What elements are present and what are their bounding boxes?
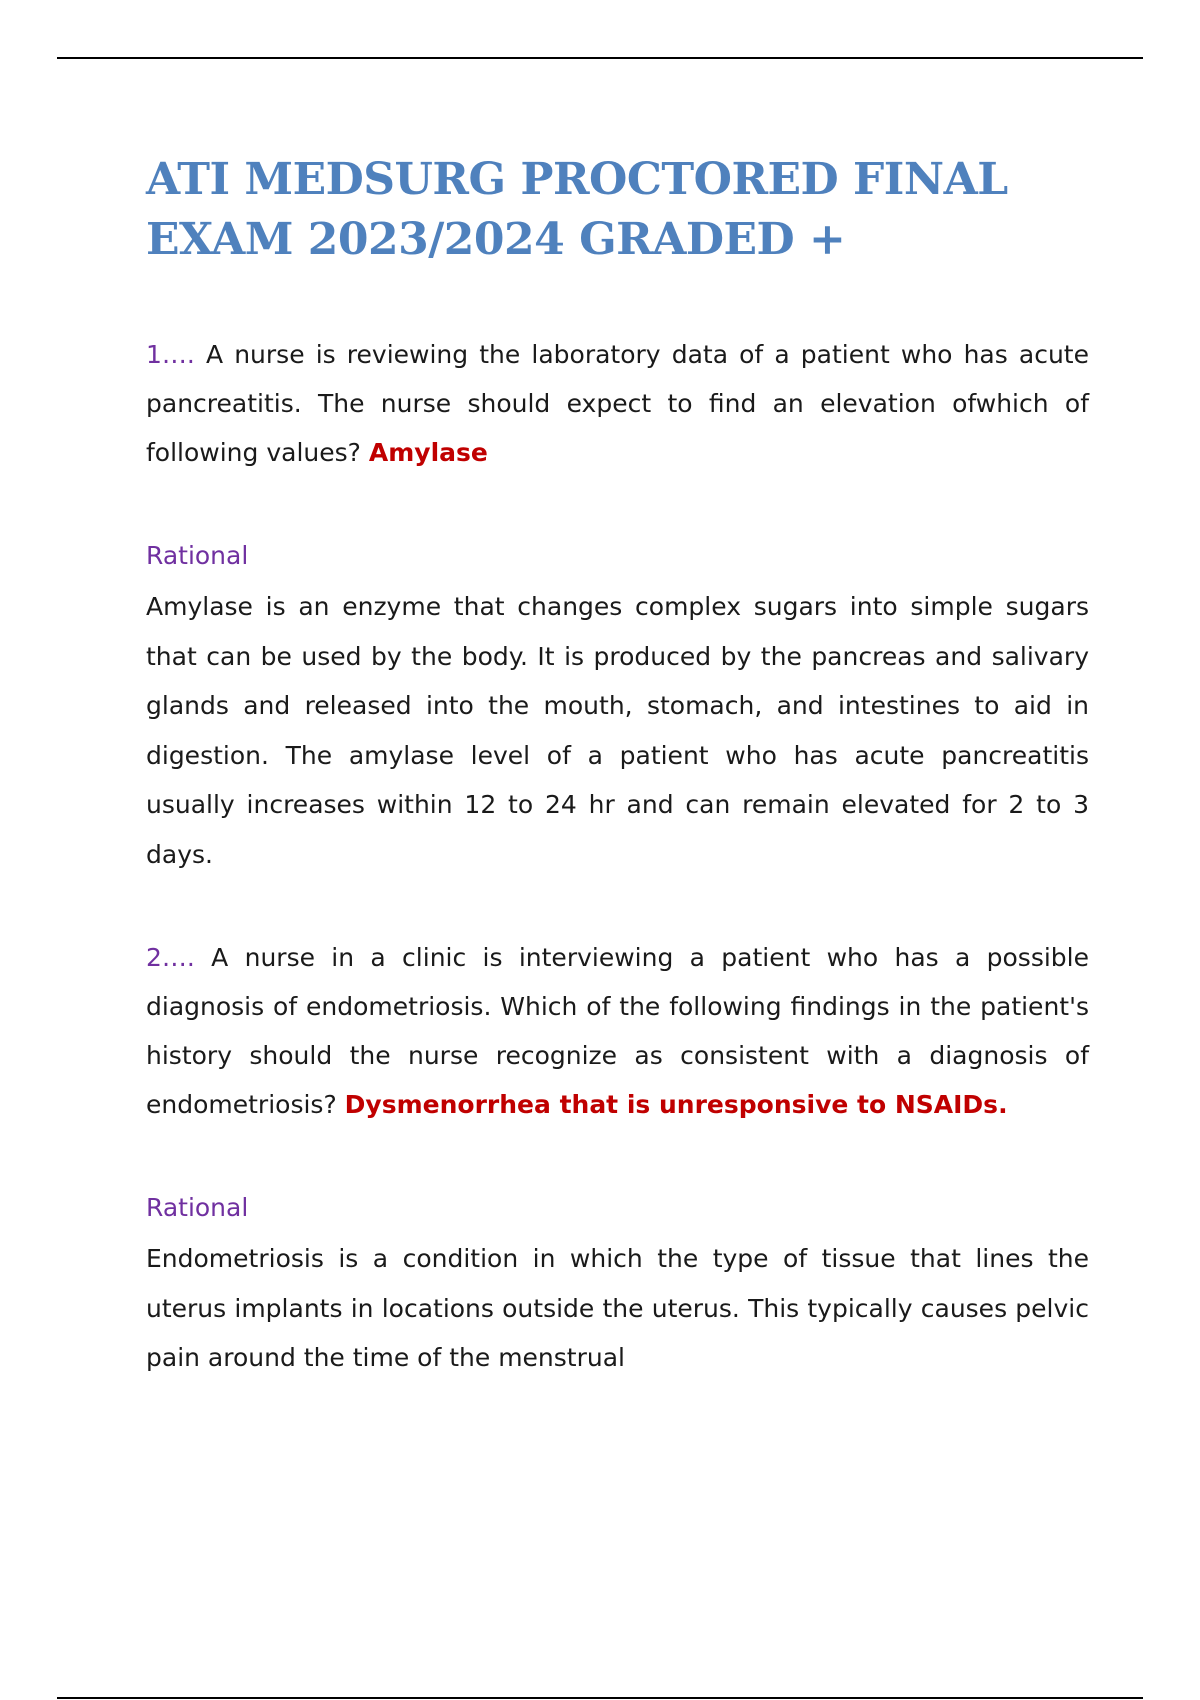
title-line-2: EXAM 2023/2024 GRADED +	[146, 214, 846, 265]
document-body	[146, 150, 1089, 1383]
question-1-rational-heading: Rational	[146, 541, 249, 570]
bottom-rule	[57, 1697, 1143, 1699]
question-2-rational-text: Endometriosis is a condition in which the type of tissue that lines the uterus implants in locations outside the uterus. This typically causes pelvic pain around the time of the menstrual	[146, 1244, 1089, 1372]
question-1	[146, 330, 1089, 477]
question-1-text: A nurse is reviewing the laboratory data of a patient who has acute pancreatitis. The nurse should expect to find an elevation ofwhich of following values?	[146, 340, 1089, 467]
question-1-number: 1….	[146, 340, 195, 369]
top-rule	[57, 57, 1143, 59]
question-2-text: A nurse in a clinic is interviewing a patient who has a possible diagnosis of endometriosis. Which of the following findings in the patient's history should the nurse recognize as consistent with a diagnosis of endometriosis?	[146, 943, 1089, 1119]
question-2-rational-heading: Rational	[146, 1193, 249, 1222]
question-1-rational-text: Amylase is an enzyme that changes complex sugars into simple sugars that can be used by the body. It is produced by the pancreas and salivary glands and released into the mouth, stomach, and intestines to aid in digestion. The amylase level of a patient who has acute pancreatitis usually increases within 12 to 24 hr and can remain elevated for 2 to 3 days.	[146, 592, 1089, 869]
question-2-answer: Dysmenorrhea that is unresponsive to NSAIDs.	[344, 1090, 1008, 1119]
question-1-answer: Amylase	[368, 438, 488, 467]
question-2-number: 2….	[146, 943, 195, 972]
question-2	[146, 933, 1089, 1129]
title-line-1: ATI MEDSURG PROCTORED FINAL	[146, 154, 1008, 205]
document-title	[146, 150, 1089, 270]
